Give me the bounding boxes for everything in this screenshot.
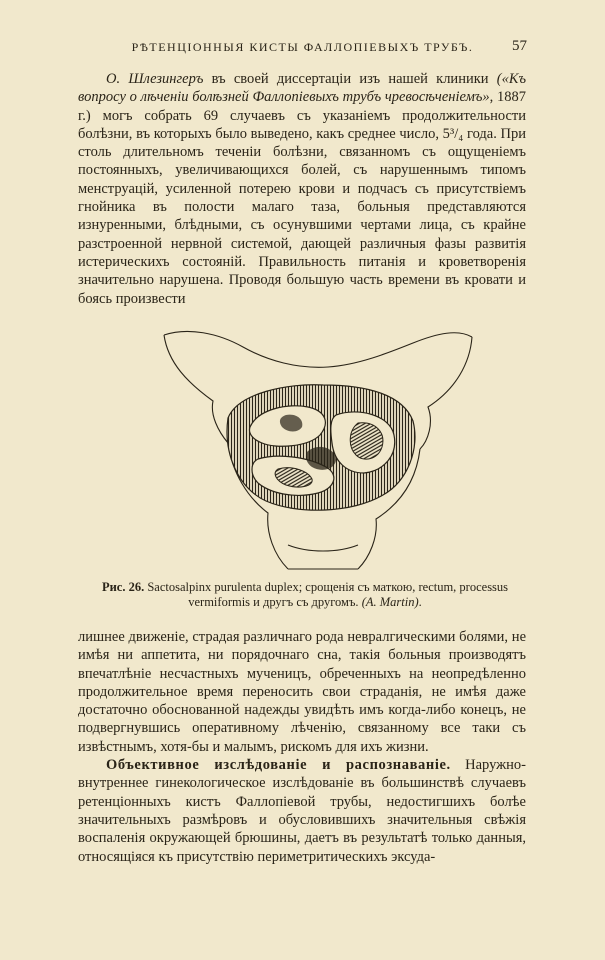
paragraph-3-text: Наружно-внутреннее гинекологическое изслѣдованіе въ большинствѣ случаевъ ретенціонныхъ кистъ Фаллопіевой трубы, недостигшихъ болѣе значительныхъ размѣровъ и обусловившихъ значительныя свѣжія воспаленія окружающей брюшины, даетъ въ результатѣ только данныя, относящіяся къ присутствію периметритическихъ эксуда- [78, 757, 526, 865]
running-title: РѢТЕНЦІОННЫЯ КИСТЫ ФАЛЛОПІЕВЫХЪ ТРУБЪ. [131, 40, 474, 54]
text-block-top [78, 70, 526, 308]
paragraph-1 [78, 70, 526, 308]
page-number: 57 [512, 38, 527, 54]
figure-caption [80, 580, 530, 610]
caption-text: Sactosalpinx purulenta duplex; срощенія съ маткою, rectum, processus vermiformis и другъ съ другомъ. [144, 580, 509, 609]
caption-end: . [418, 595, 422, 609]
anatomical-illustration [158, 323, 478, 573]
paragraph-3 [78, 756, 526, 866]
paragraph-2: лишнее движеніе, страдая различнаго рода невралгическими болями, не имѣя ни аппетита, ни порядочнаго сна, такія больныя производятъ впечатлѣніе несчастныхъ мученицъ, обреченныхъ на неопредѣленно продолжительное время переносить свои страданія, не имѣя даже достаточно обоснованной надежды увидѣть имъ когда-либо конецъ, не подвергнувшись оперативному лѣченію, связанному все таки съ извѣстнымъ, хотя-бы и малымъ, рискомъ для ихъ жизни. [78, 629, 526, 755]
paragraph-1-part-a: въ своей диссертаціи изъ нашей клиники [203, 71, 497, 87]
author-name: О. Шлезингеръ [106, 71, 204, 87]
caption-author: (A. Martin) [361, 595, 419, 609]
paragraph-1-part-b: , 1887 г.) могъ собрать 69 случаевъ съ указаніемъ продолжительности болѣзни, въ которыхъ было выведено, какъ среднее число, 5³/₄ года. При столь длительномъ теченіи болѣзни, связанномъ съ ощущеніемъ постоянныхъ, увеличивающихся болей, съ нарушеннымъ типомъ менструацій, усиленной потерею крови и подчасъ съ присутствіемъ гнойника въ полости малаго таза, больныя представляются изнуренными, блѣдными, съ осунувшими чертами лица, съ крайне разстроенной нервной системой, дающей различныя фазы развитія истерическихъ состояній. Правильность питанія и кроветворенія значительно нарушена. Проводя большую часть времени въ кровати и боясь произвести [78, 89, 527, 307]
section-heading: Объективное изслѣдованіе и распознаваніе. [106, 757, 451, 774]
text-block-bottom [78, 628, 526, 866]
figure-label: Рис. 26. [101, 580, 145, 594]
cyst-mass [227, 385, 415, 510]
dissertation-title: («Къ вопросу о лѣченіи болѣзней Фаллопіевыхъ трубъ чревосѣченіемъ» [78, 71, 526, 106]
